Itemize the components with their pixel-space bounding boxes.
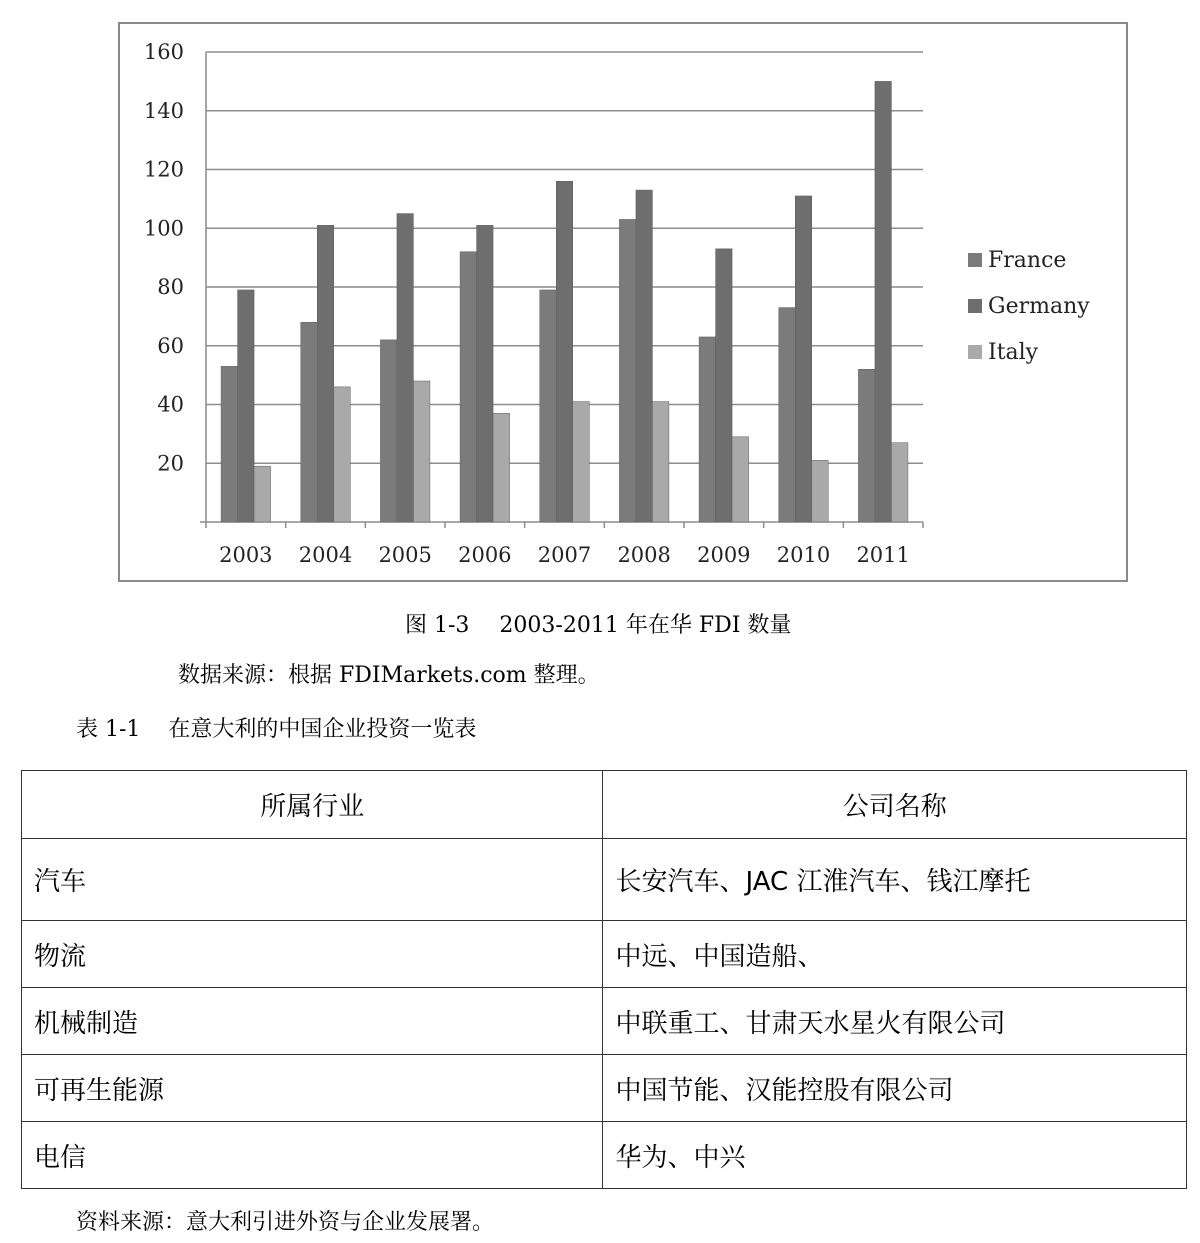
x-tick-label: 2004 bbox=[298, 543, 353, 567]
bar-france bbox=[380, 340, 397, 522]
industry-cell: 机械制造 bbox=[22, 988, 603, 1055]
figure-title: 2003-2011 年在华 FDI 数量 bbox=[499, 613, 792, 638]
bar-france bbox=[779, 308, 796, 522]
industry-cell: 可再生能源 bbox=[22, 1055, 603, 1122]
bar-germany bbox=[795, 196, 812, 522]
bar-italy bbox=[334, 387, 351, 522]
industry-cell: 电信 bbox=[22, 1122, 603, 1189]
legend-swatch-germany bbox=[968, 299, 982, 313]
figure-caption bbox=[405, 608, 791, 639]
bar-germany bbox=[716, 249, 733, 522]
bar-germany bbox=[317, 225, 334, 522]
header-industry: 所属行业 bbox=[22, 771, 603, 839]
legend-swatch-italy bbox=[968, 345, 982, 359]
table-title: 在意大利的中国企业投资一览表 bbox=[168, 717, 477, 742]
bar-france bbox=[858, 369, 875, 522]
table-row bbox=[22, 839, 1187, 921]
table-row bbox=[22, 988, 1187, 1055]
bar-france bbox=[221, 366, 238, 522]
bar-italy bbox=[652, 402, 669, 522]
y-tick-label: 160 bbox=[143, 40, 184, 64]
bar-france bbox=[540, 290, 557, 522]
legend-label-france: France bbox=[988, 248, 1067, 273]
x-tick-label: 2010 bbox=[776, 543, 831, 567]
figure-number: 图 1-3 bbox=[405, 613, 470, 638]
company-cell: 中远、中国造船、 bbox=[603, 921, 1187, 988]
bar-italy bbox=[573, 402, 590, 522]
table-row bbox=[22, 1055, 1187, 1122]
table-number: 表 1-1 bbox=[76, 717, 141, 742]
y-tick-label: 140 bbox=[143, 98, 184, 123]
y-tick-label: 40 bbox=[157, 392, 184, 417]
x-tick-label: 2008 bbox=[617, 543, 671, 567]
bar-germany bbox=[477, 225, 494, 522]
bar-france bbox=[699, 337, 716, 522]
bar-italy bbox=[732, 437, 749, 522]
bar-france bbox=[619, 219, 636, 522]
bar-germany bbox=[397, 214, 414, 522]
table-row bbox=[22, 1122, 1187, 1189]
table-caption bbox=[76, 712, 476, 743]
bar-italy bbox=[812, 460, 829, 522]
bar-germany bbox=[238, 290, 255, 522]
company-cell: 长安汽车、JAC 江淮汽车、钱江摩托 bbox=[603, 839, 1187, 921]
x-tick-label: 2009 bbox=[697, 543, 751, 567]
x-tick-label: 2003 bbox=[219, 543, 273, 567]
y-tick-label: 60 bbox=[157, 333, 184, 358]
x-tick-label: 2011 bbox=[856, 543, 910, 567]
bar-italy bbox=[493, 413, 510, 522]
bar-italy bbox=[413, 381, 430, 522]
bar-germany bbox=[636, 190, 653, 522]
bar-chart bbox=[118, 22, 1128, 582]
industry-cell: 汽车 bbox=[22, 839, 603, 921]
y-tick-label: 120 bbox=[143, 157, 184, 182]
x-tick-label: 2007 bbox=[537, 543, 592, 567]
y-tick-label: 80 bbox=[157, 275, 184, 299]
chart-svg bbox=[120, 24, 1126, 580]
legend-label-germany: Germany bbox=[988, 294, 1090, 319]
figure-source: 数据来源：根据 FDIMarkets.com 整理。 bbox=[178, 663, 600, 688]
industry-cell: 物流 bbox=[22, 921, 603, 988]
bar-france bbox=[460, 252, 477, 522]
investment-table bbox=[21, 770, 1187, 1189]
header-company: 公司名称 bbox=[603, 771, 1187, 839]
x-tick-label: 2006 bbox=[458, 543, 512, 567]
company-cell: 中国节能、汉能控股有限公司 bbox=[603, 1055, 1187, 1122]
y-tick-label: 100 bbox=[143, 216, 184, 241]
y-tick-label: 20 bbox=[157, 451, 184, 476]
legend-label-italy: Italy bbox=[988, 340, 1039, 365]
bar-italy bbox=[254, 466, 270, 522]
table-source: 资料来源：意大利引进外资与企业发展署。 bbox=[76, 1210, 495, 1235]
table-row bbox=[22, 921, 1187, 988]
bar-france bbox=[301, 322, 318, 522]
bar-germany bbox=[556, 181, 573, 522]
legend-swatch-france bbox=[968, 253, 982, 267]
bar-italy bbox=[891, 443, 908, 522]
bar-germany bbox=[875, 81, 892, 522]
table-header-row bbox=[22, 771, 1187, 839]
company-cell: 中联重工、甘肃天水星火有限公司 bbox=[603, 988, 1187, 1055]
x-tick-label: 2005 bbox=[378, 543, 432, 567]
company-cell: 华为、中兴 bbox=[603, 1122, 1187, 1189]
